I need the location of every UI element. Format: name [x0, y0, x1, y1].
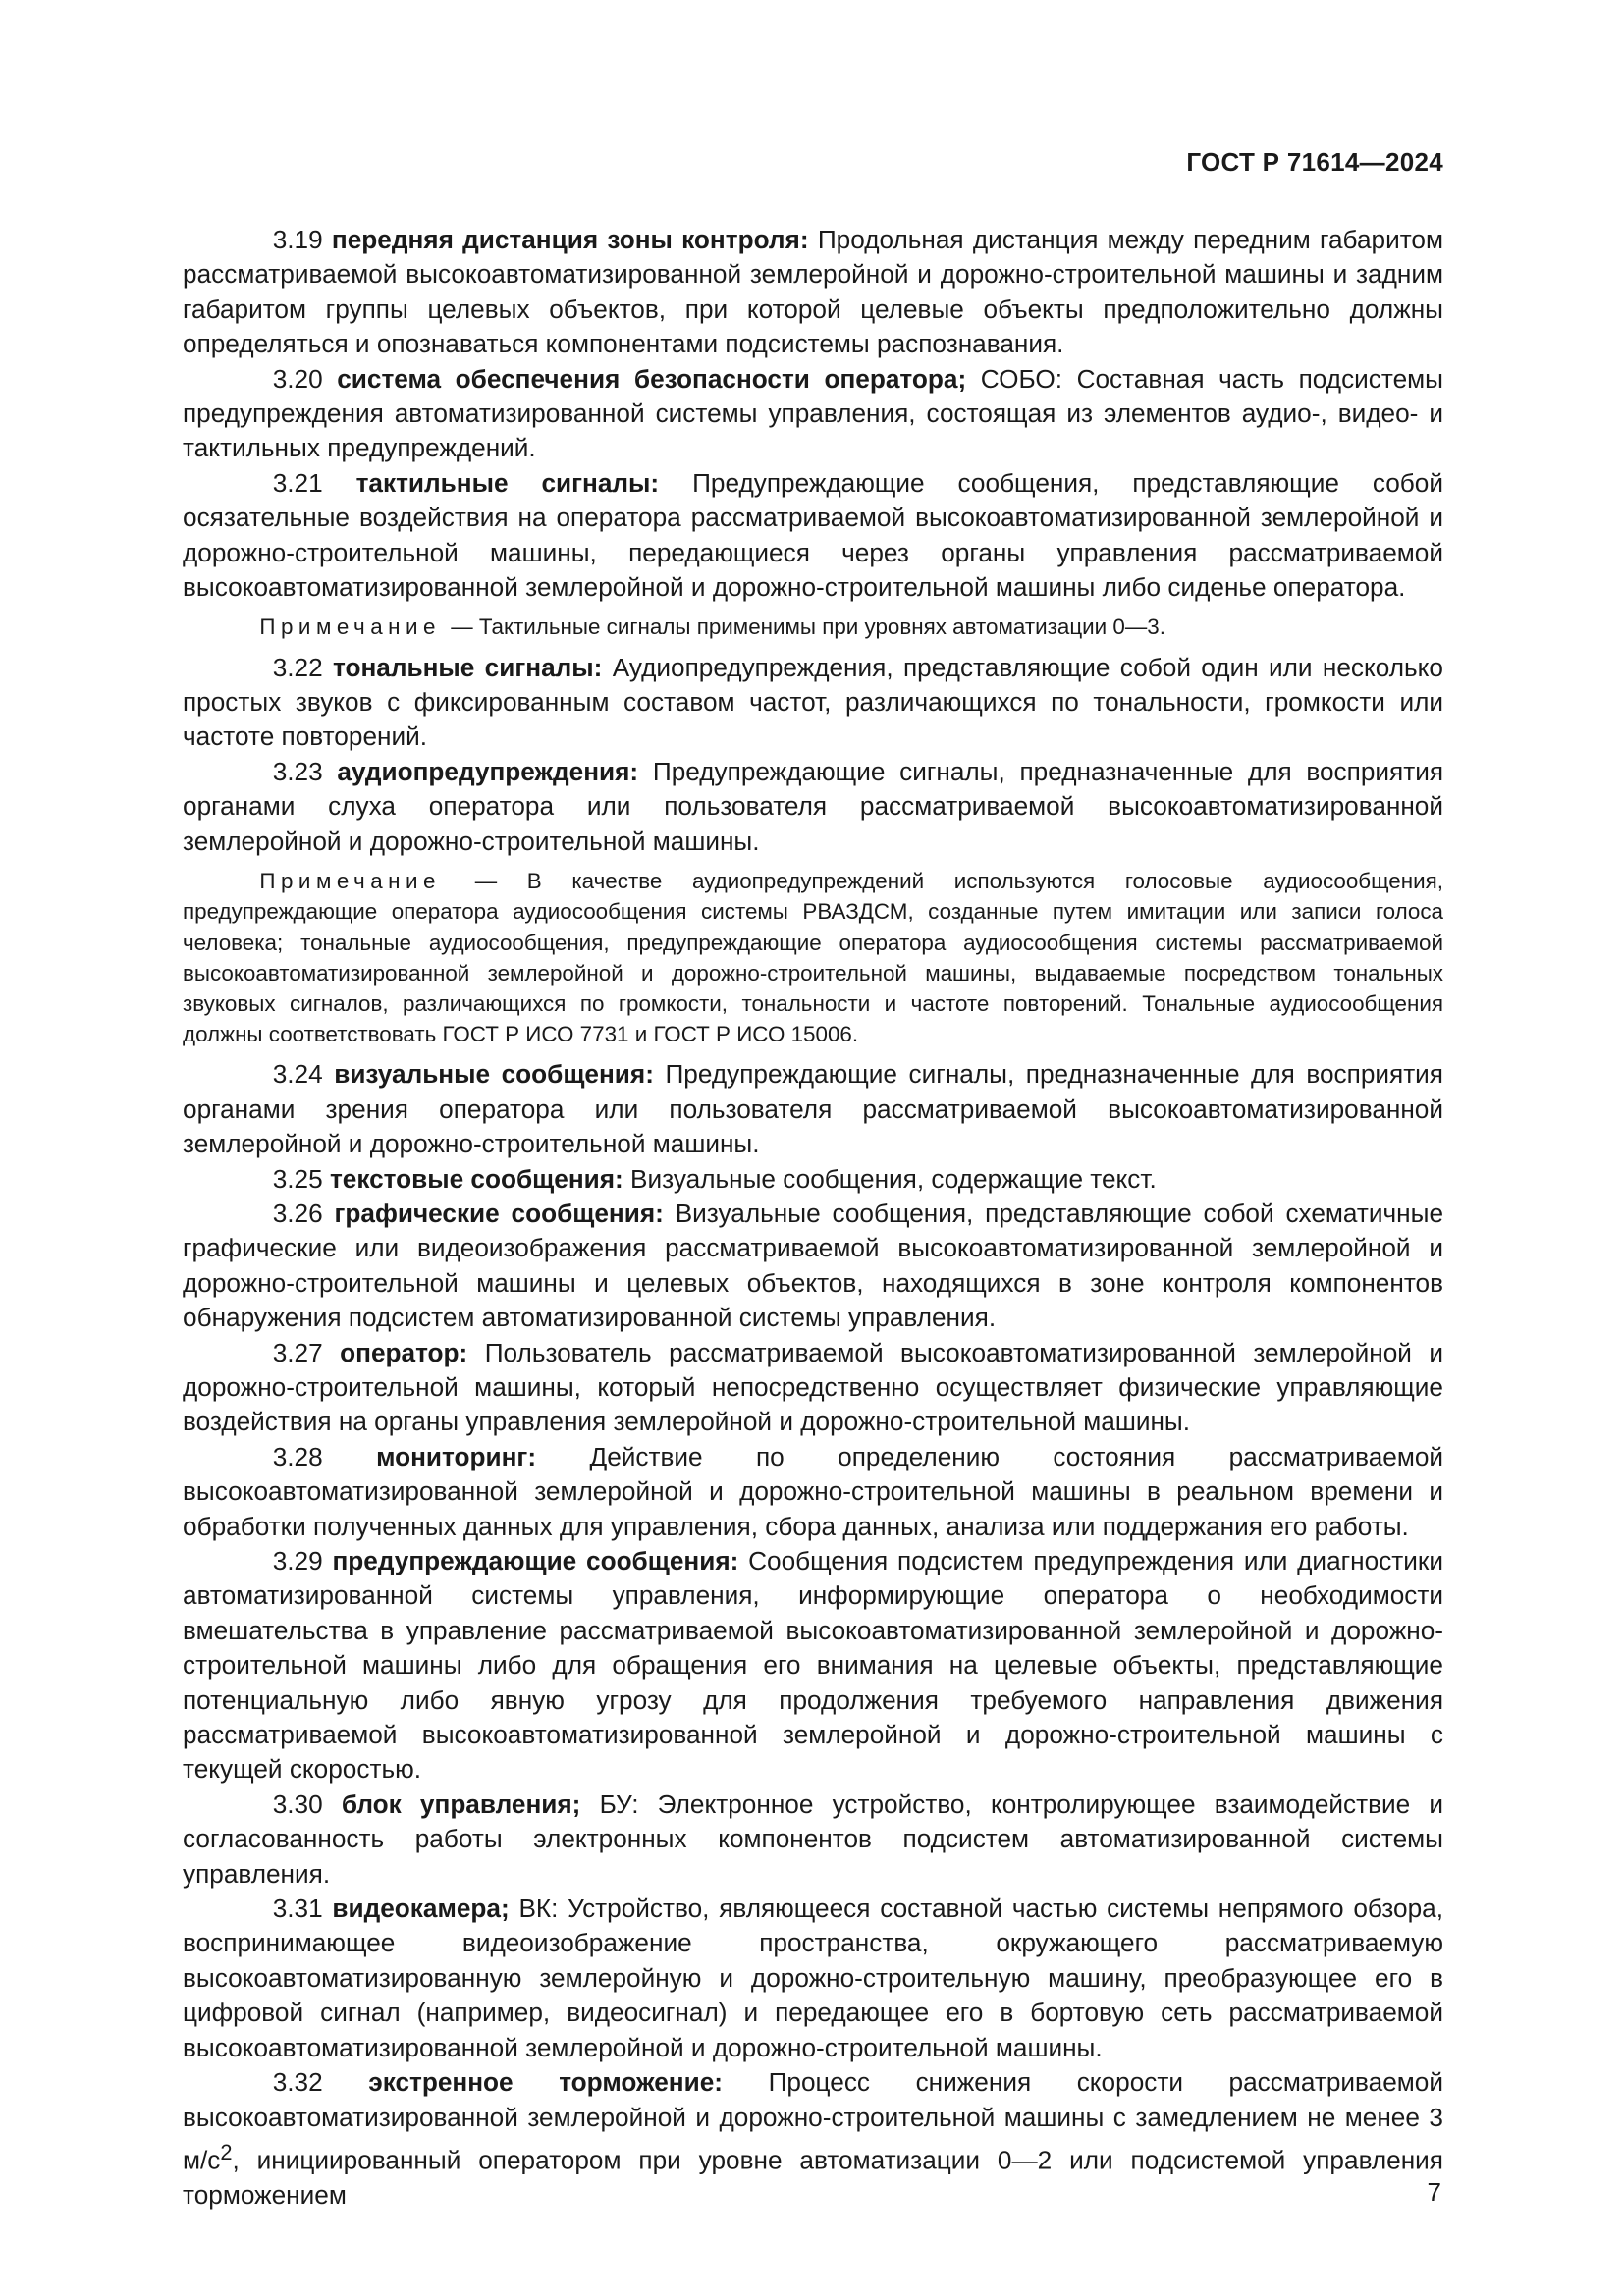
entry-number: 3.24 — [272, 1059, 323, 1090]
entry-text: Предупреждающие сигналы, предназначенные для восприятия органами зрения оператора или пользователя рассматриваемой высокоавтоматизированной землеройной и дорожно-строительной машины. — [183, 1059, 1443, 1159]
entry-text: Процесс снижения скорости рассматриваемой высокоавтоматизированной землеройной и дорожно-строительной машины с замедлением не менее 3 м/с — [183, 2067, 1443, 2175]
entry-text: Предупреждающие сообщения, представляющие собой осязательные воздействия на оператора рассматриваемой высокоавтоматизированной землеройной и дорожно-строительной машины, передающиеся через органы управления рассматриваемой высокоавтоматизированной землеройной и дорожно-строительной машины либо сиденье оператора. — [183, 467, 1443, 603]
entry-text: Сообщения подсистем предупреждения или диагностики автоматизированной системы управления, информирующие оператора о необходимости вмешательства в управление рассматриваемой высокоавтоматизированной землеройной и дорожно-строительной машины либо для обращения его внимания на целевые объекты, представляющие потенциальную либо явную угрозу для продолжения требуемого направления движения рассматриваемой высокоавтоматизированной землеройной и дорожно-строительной машины с текущей скоростью. — [183, 1546, 1444, 1785]
document-header: ГОСТ Р 71614—2024 — [1186, 147, 1443, 177]
entry-term: видеокамера; — [332, 1894, 510, 1924]
entry-text: Продольная дистанция между передним габаритом рассматриваемой высокоавтоматизированной землеройной и дорожно-строительной машины и задним габаритом группы целевых объектов, при которой целевые объекты предположительно должны определяться и опознаваться компонентами подсистемы распознавания. — [183, 225, 1443, 359]
entry-text: ВК: Устройство, являющееся составной частью системы непрямого обзора, воспринимающее видеоизображение пространства, окружающего рассматриваемую высокоавтоматизированную землеройную и дорожно-строительную машину, преобразующее его в цифровой сигнал (например, видеосигнал) и передающее его в бортовую сеть рассматриваемой высокоавтоматизированной землеройной и дорожно-строительной машины. — [183, 1894, 1443, 2062]
entry-number: 3.28 — [272, 1441, 323, 1471]
entry-text: Пользователь рассматриваемой высокоавтоматизированной землеройной и дорожно-строительной машины, который непосредственно осуществляет физические управляющие воздействия на органы управления землеройной и дорожно-строительной машины. — [183, 1337, 1443, 1437]
entry-text: Действие по определению состояния рассматриваемой высокоавтоматизированной землеройной и дорожно-строительной машины в реальном времени и обработки полученных данных для управления, сбора данных, анализа или поддержания его работы. — [183, 1441, 1444, 1541]
entry-number: 3.21 — [272, 467, 323, 498]
entry-term: тактильные сигналы: — [355, 467, 660, 498]
entry-term: оператор: — [340, 1337, 468, 1367]
note-separator: — — [451, 614, 473, 640]
definition-3-29 — [183, 1544, 1443, 1788]
definition-3-21 — [183, 466, 1443, 606]
entry-number: 3.22 — [272, 652, 323, 682]
entry-number: 3.29 — [272, 1546, 323, 1576]
entry-term: графические сообщения: — [334, 1198, 664, 1228]
entry-term: система обеспечения безопасности оператора; — [337, 363, 967, 394]
entry-number: 3.32 — [272, 2067, 323, 2098]
definition-3-28 — [183, 1440, 1443, 1544]
entry-number: 3.30 — [272, 1789, 323, 1819]
entry-number: 3.25 — [272, 1163, 323, 1194]
page-number: 7 — [1427, 2177, 1441, 2207]
entry-number: 3.26 — [272, 1198, 323, 1228]
definition-3-25 — [183, 1162, 1443, 1197]
entry-text: СОБО: Составная часть подсистемы предупреждения автоматизированной системы управления, состоящая из элементов аудио-, видео- и тактильных предупреждений. — [183, 363, 1443, 463]
note-text: В качестве аудиопредупреждений используются голосовые аудиосообщения, предупреждающие оператора аудиосообщения системы РВАЗДСМ, созданные путем имитации или записи голоса человека; тональные аудиосообщения, предупреждающие оператора аудиосообщения системы рассматриваемой высокоавтоматизированной землеройной и дорожно-строительной машины, выдаваемые посредством тональных звуковых сигналов, различающихся по громкости, тональности и частоте повторений. Тональные аудиосообщения должны соответствовать ГОСТ Р ИСО 7731 и ГОСТ Р ИСО 15006. — [183, 869, 1443, 1047]
note-label: Примечание — [259, 869, 441, 894]
entry-number: 3.20 — [272, 363, 323, 394]
note-3-23 — [183, 866, 1443, 1049]
entry-text: Визуальные сообщения, представляющие собой схематичные графические или видеоизображения рассматриваемой высокоавтоматизированной землеройной и дорожно-строительной машины и целевых объектов, находящихся в зоне контроля компонентов обнаружения подсистем автоматизированной системы управления. — [183, 1198, 1444, 1333]
entry-term: аудиопредупреждения: — [337, 756, 639, 786]
entry-text-continued: , инициированный оператором при уровне автоматизации 0—2 или подсистемой управления торможением — [183, 2145, 1443, 2211]
note-label: Примечание — [259, 614, 441, 640]
entry-term: мониторинг: — [376, 1441, 537, 1471]
note-3-21 — [183, 612, 1443, 642]
entry-term: текстовые сообщения: — [329, 1163, 623, 1194]
definition-3-23 — [183, 755, 1443, 859]
definition-3-19 — [183, 223, 1443, 362]
definition-3-32 — [183, 2065, 1443, 2213]
definition-3-26 — [183, 1197, 1443, 1336]
entry-text: Аудиопредупреждения, представляющие собой один или несколько простых звуков с фиксированным составом частот, различающихся по тональности, громкости или частоте повторений. — [183, 652, 1443, 752]
entry-term: передняя дистанция зоны контроля: — [331, 225, 809, 254]
definition-3-30 — [183, 1788, 1443, 1892]
definition-3-22 — [183, 651, 1443, 755]
entry-number: 3.19 — [272, 225, 323, 254]
entry-text: Визуальные сообщения, содержащие текст. — [630, 1163, 1157, 1194]
entry-number: 3.27 — [272, 1337, 323, 1367]
entry-term: экстренное торможение: — [368, 2067, 723, 2098]
note-separator: — — [474, 869, 498, 894]
note-text: Тактильные сигналы применимы при уровнях автоматизации 0—3. — [478, 614, 1165, 640]
unit-superscript: 2 — [220, 2139, 233, 2164]
entry-term: предупреждающие сообщения: — [332, 1546, 739, 1576]
document-body — [183, 223, 1443, 2213]
definition-3-20 — [183, 362, 1443, 466]
entry-term: блок управления; — [341, 1789, 581, 1819]
entry-number: 3.31 — [272, 1894, 323, 1924]
entry-term: визуальные сообщения: — [334, 1059, 654, 1090]
entry-text: БУ: Электронное устройство, контролирующее взаимодействие и согласованность работы электронных компонентов подсистем автоматизированной системы управления. — [183, 1789, 1444, 1889]
definition-3-31 — [183, 1892, 1443, 2065]
entry-text: Предупреждающие сигналы, предназначенные для восприятия органами слуха оператора или пользователя рассматриваемой высокоавтоматизированной землеройной и дорожно-строительной машины. — [183, 756, 1444, 856]
definition-3-27 — [183, 1336, 1443, 1440]
entry-number: 3.23 — [272, 756, 323, 786]
entry-term: тональные сигналы: — [333, 652, 603, 682]
definition-3-24 — [183, 1057, 1443, 1161]
